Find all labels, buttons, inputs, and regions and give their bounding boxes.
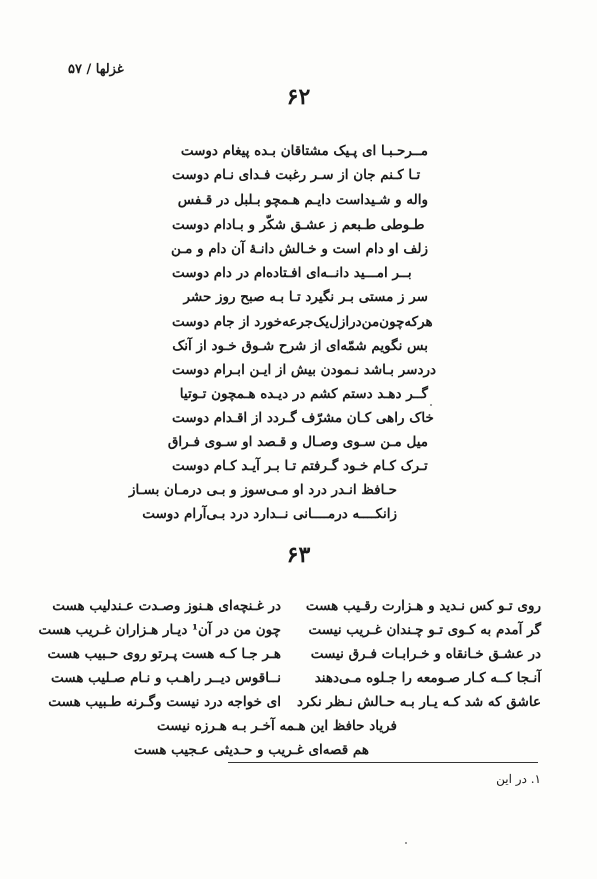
verse-line: تـرک کـام خـود گـرفتم تـا بـر آیـد کـام دوست (172, 458, 428, 474)
ghazal-number-63: ۶۳ (286, 542, 311, 568)
scan-speck (430, 404, 432, 406)
running-head: غزلها / ۵۷ (68, 62, 124, 77)
verse-hemistich-right: در عشـق خـانقاه و خـرابـات فـرق نیست (310, 646, 541, 662)
verse-line: حـافظ انـدر درد او مـی‌سوز و بـی درمـان بسـاز (128, 482, 397, 498)
verse-line: گــر دهـد دستم کشم در دیـده هـمچون تـوتیا (179, 386, 428, 402)
verse-hemistich-left: در غـنچه‌ای هـنوز وصـدت عـندلیب هست (52, 598, 281, 614)
verse-line: طـوطی طـبعم ز عشـق شکّر و بـادام دوست (172, 217, 425, 233)
closing-verse-line: هم قصه‌ای غـریب و حـدیثی عـجیب هست (134, 742, 369, 758)
verse-line: مــرحـبـا ای پـیک مشتاقان بـده پیغام دوست (180, 143, 428, 159)
ghazal-number-62: ۶۲ (286, 84, 311, 110)
scan-speck (405, 842, 407, 844)
verse-hemistich-left: چون من در آن¹ دیـار هـزاران غـریب هست (38, 622, 281, 638)
verse-line: بــر امـــید دانــه‌ای افـتاده‌ام در دام دوست (172, 265, 412, 281)
footnote-divider (228, 762, 538, 763)
verse-line: دردسر بـاشد نـمودن بیش از ایـن ابـرام دوست (172, 362, 437, 378)
verse-hemistich-right: عاشق که شد کـه یـار بـه حـالش نـظر نکرد (297, 694, 541, 710)
closing-verse-line: فریاد حافظ این هـمه آخـر بـه هـرزه نیست (156, 718, 397, 734)
verse-hemistich-right: روی تـو کس نـدید و هـزارت رقـیب هست (305, 598, 541, 614)
verse-line: واله و شـیداست دایـم هـمچو بـلبل در قـفس (177, 192, 428, 208)
verse-hemistich-right: آنـجا کــه کـار صـومعه را جـلوه مـی‌دهند (314, 670, 541, 686)
verse-line: میل مـن سـوی وصـال و قـصد او سـوی فـراق (167, 434, 428, 450)
verse-line: تـا کـنم جان از سـر رغبت فـدای نـام دوست (172, 167, 421, 183)
verse-line: خاک راهی کـان مشرّف گـردد از اقـدام دوست (172, 410, 434, 426)
verse-hemistich-left: نــاقوس ديــر راهـب و نـام صـليب هست (51, 670, 281, 686)
footnote: ۱. در این (496, 772, 541, 786)
verse-line: هرکه‌چون‌من‌درازل‌یک‌جرعه‌خورد از جام دوست (172, 314, 433, 330)
verse-hemistich-right: گر آمدم به کـوی تـو چـندان غـریب نیست (308, 622, 541, 638)
verse-line: بس نگویم شمّه‌ای از شرح شـوق خـود از آنک (172, 338, 428, 354)
verse-line: زانکــــه درمــــانی نــدارد درد بـی‌آرام دوست (142, 506, 397, 522)
verse-line: زلف او دام است و خـالش دانـهٔ آن دام و مـن (170, 241, 428, 257)
verse-line: سر ز مستی بـر نگیرد تـا بـه صبح روز حشر (183, 289, 428, 305)
verse-hemistich-left: ای خواجه درد نیست وگـرنه طـبیب هست (48, 694, 281, 710)
verse-hemistich-left: هـر جـا کـه هست پـرتو روی حـبیب هست (47, 646, 281, 662)
